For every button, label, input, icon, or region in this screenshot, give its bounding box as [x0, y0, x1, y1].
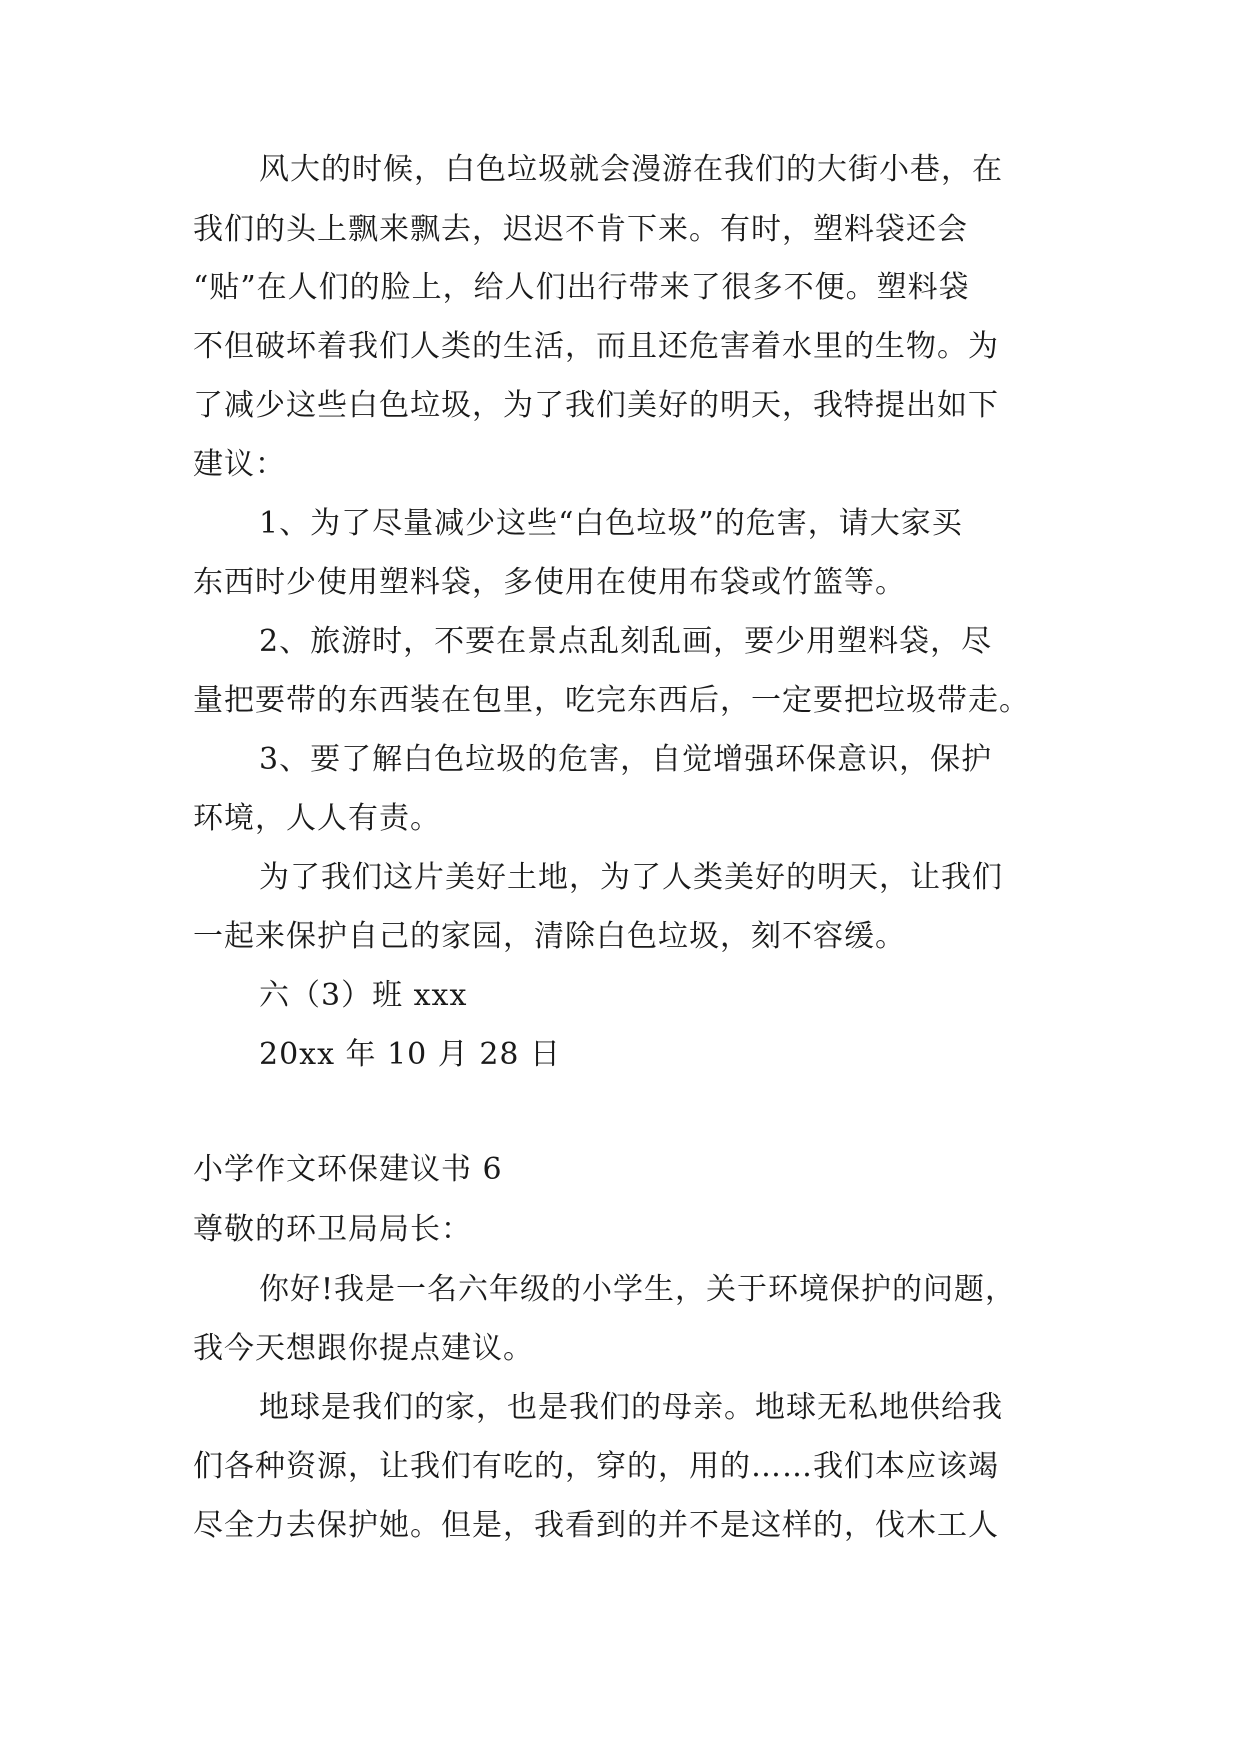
paragraph-line: 地球是我们的家，也是我们的母亲。地球无私地供给我 — [259, 1390, 1003, 1425]
list-item-line: 1、为了尽量减少这些“白色垃圾”的危害，请大家买 — [259, 506, 963, 541]
list-item-line: 量把要带的东西装在包里，吃完东西后，一定要把垃圾带走。 — [193, 683, 1030, 718]
signature-class: 六（3）班 xxx — [259, 978, 468, 1013]
list-item-line: 东西时少使用塑料袋，多使用在使用布袋或竹篮等。 — [193, 565, 906, 600]
paragraph-line: “贴”在人们的脸上，给人们出行带来了很多不便。塑料袋 — [193, 270, 970, 305]
paragraph-line: 我今天想跟你提点建议。 — [193, 1331, 534, 1366]
paragraph-line: 尽全力去保护她。但是，我看到的并不是这样的，伐木工人 — [193, 1508, 999, 1543]
paragraph-line: 一起来保护自己的家园，清除白色垃圾，刻不容缓。 — [193, 919, 906, 954]
signature-date: 20xx 年 10 月 28 日 — [259, 1037, 562, 1072]
paragraph-line: 不但破坏着我们人类的生活，而且还危害着水里的生物。为 — [193, 329, 999, 364]
paragraph-line: 为了我们这片美好土地，为了人类美好的明天，让我们 — [259, 860, 1003, 895]
paragraph-line: 你好!我是一名六年级的小学生，关于环境保护的问题， — [259, 1272, 1017, 1307]
paragraph-line: 们各种资源，让我们有吃的，穿的，用的……我们本应该竭 — [193, 1449, 999, 1484]
paragraph-line: 我们的头上飘来飘去，迟迟不肯下来。有时，塑料袋还会 — [193, 212, 968, 247]
list-item-line: 3、要了解白色垃圾的危害，自觉增强环保意识，保护 — [259, 742, 993, 777]
list-item-line: 环境，人人有责。 — [193, 801, 441, 836]
paragraph-line: 建议： — [193, 447, 286, 482]
list-item-line: 2、旅游时，不要在景点乱刻乱画，要少用塑料袋，尽 — [259, 624, 993, 659]
paragraph-line: 了减少这些白色垃圾，为了我们美好的明天，我特提出如下 — [193, 388, 999, 423]
paragraph-line: 风大的时候，白色垃圾就会漫游在我们的大街小巷，在 — [259, 152, 1003, 187]
section-title: 小学作文环保建议书 6 — [193, 1152, 503, 1187]
salutation: 尊敬的环卫局局长： — [193, 1212, 472, 1247]
